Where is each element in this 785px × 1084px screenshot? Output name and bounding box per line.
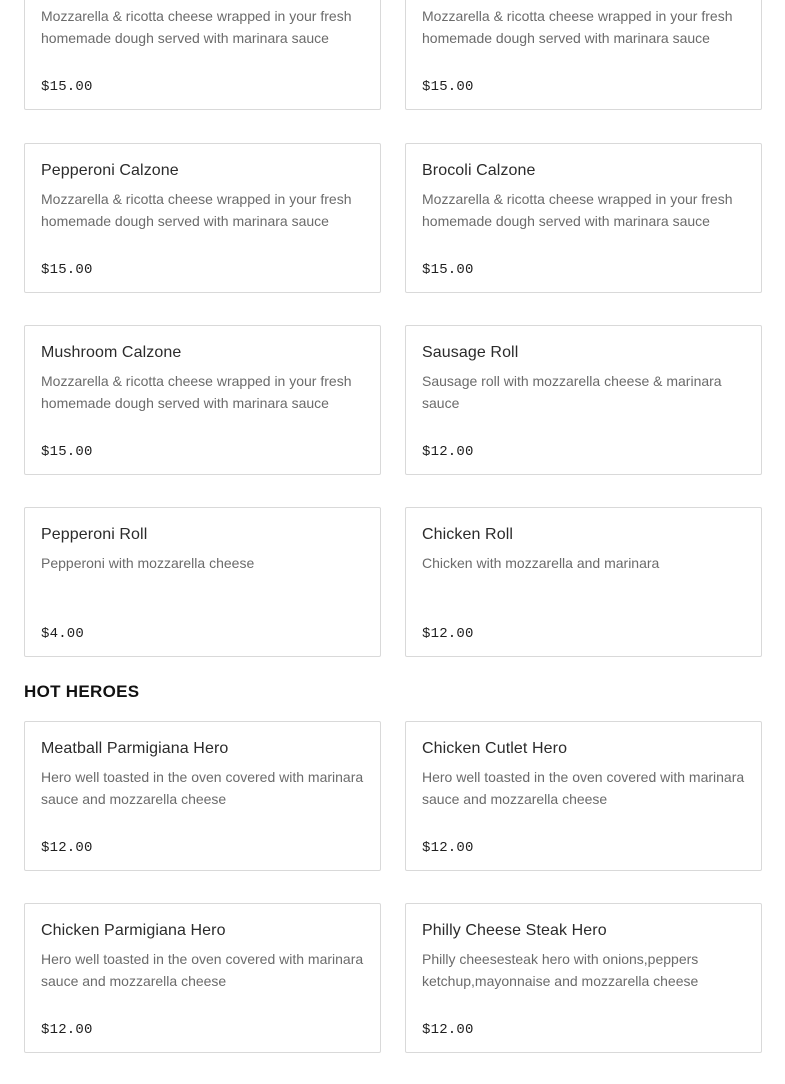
item-description: Mozzarella & ricotta cheese wrapped in your fresh homemade dough served with marinara sauce: [422, 8, 733, 46]
item-name: Chicken Cutlet Hero: [422, 740, 568, 757]
item-name: Philly Cheese Steak Hero: [422, 922, 607, 939]
item-price: $12.00: [41, 1022, 93, 1038]
item-description: Philly cheesesteak hero with onions,peppers ketchup,mayonnaise and mozzarella cheese: [422, 951, 699, 989]
item-name: Pepperoni Roll: [41, 526, 148, 543]
item-price: $4.00: [41, 626, 85, 642]
item-price: $12.00: [41, 840, 93, 856]
item-price: $12.00: [422, 626, 474, 642]
menu-item-card[interactable]: [405, 903, 762, 1053]
menu-item-card[interactable]: [405, 507, 762, 657]
item-price: $15.00: [422, 79, 474, 95]
menu-item-card[interactable]: [24, 325, 381, 475]
item-name: Meatball Parmigiana Hero: [41, 740, 229, 757]
item-name: Sausage Roll: [422, 344, 519, 361]
item-price: $12.00: [422, 444, 474, 460]
item-price: $15.00: [41, 79, 93, 95]
menu-item-card[interactable]: [405, 0, 762, 110]
item-name: Pepperoni Calzone: [41, 162, 179, 179]
item-description: Hero well toasted in the oven covered with marinara sauce and mozzarella cheese: [422, 769, 745, 807]
item-description: Hero well toasted in the oven covered with marinara sauce and mozzarella cheese: [41, 951, 364, 989]
item-description: Mozzarella & ricotta cheese wrapped in your fresh homemade dough served with marinara sauce: [422, 191, 733, 229]
item-description: Sausage roll with mozzarella cheese & marinara sauce: [422, 373, 722, 411]
item-price: $15.00: [422, 262, 474, 278]
section-title-hot-heroes: HOT HEROES: [24, 682, 140, 701]
item-description: Mozzarella & ricotta cheese wrapped in your fresh homemade dough served with marinara sauce: [41, 373, 352, 411]
item-description: Mozzarella & ricotta cheese wrapped in your fresh homemade dough served with marinara sauce: [41, 191, 352, 229]
menu-item-card[interactable]: [24, 721, 381, 871]
item-description: Mozzarella & ricotta cheese wrapped in your fresh homemade dough served with marinara sauce: [41, 8, 352, 46]
item-name: Brocoli Calzone: [422, 162, 536, 179]
item-name: Chicken Parmigiana Hero: [41, 922, 226, 939]
item-description: Hero well toasted in the oven covered with marinara sauce and mozzarella cheese: [41, 769, 364, 807]
item-price: $12.00: [422, 1022, 474, 1038]
menu-item-card[interactable]: [24, 903, 381, 1053]
menu-item-card[interactable]: [24, 507, 381, 657]
menu-item-card[interactable]: [405, 143, 762, 293]
item-name: Mushroom Calzone: [41, 344, 182, 361]
item-description: Chicken with mozzarella and marinara: [422, 555, 660, 571]
menu-item-card[interactable]: [405, 721, 762, 871]
item-description: Pepperoni with mozzarella cheese: [41, 555, 255, 571]
menu-item-card[interactable]: [24, 0, 381, 110]
menu-item-card[interactable]: [405, 325, 762, 475]
item-price: $15.00: [41, 444, 93, 460]
item-name: Chicken Roll: [422, 526, 514, 543]
menu-item-card[interactable]: [24, 143, 381, 293]
item-price: $15.00: [41, 262, 93, 278]
item-price: $12.00: [422, 840, 474, 856]
